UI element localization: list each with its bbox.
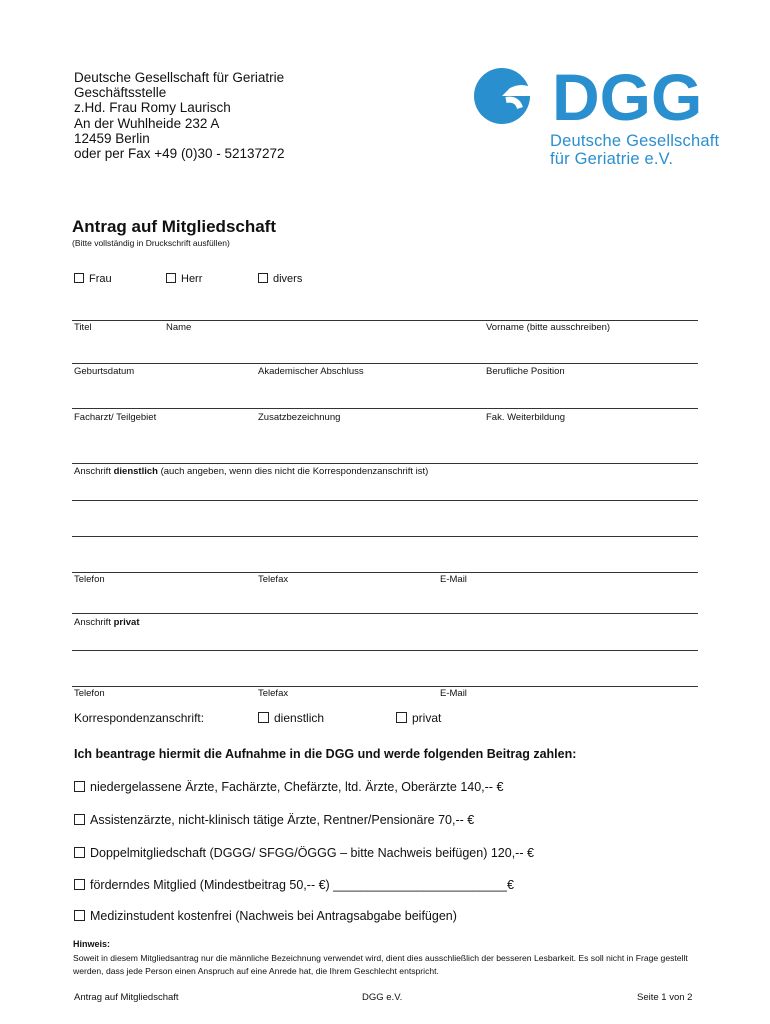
address-line: Deutsche Gesellschaft für Geriatrie: [74, 70, 285, 85]
footer-center: DGG e.V.: [362, 992, 403, 1003]
label-part-bold: privat: [113, 617, 140, 628]
divider: [72, 408, 698, 409]
checkbox[interactable]: [74, 273, 84, 283]
divider: [72, 320, 698, 321]
dgg-logo: [462, 58, 724, 178]
checkbox[interactable]: [166, 273, 176, 283]
recipient-address: [74, 70, 285, 161]
logo-wordmark: DGG: [552, 60, 703, 133]
field-telefax-label: Telefax: [258, 574, 289, 585]
divider: [72, 686, 698, 687]
korrespondenz-privat[interactable]: [396, 711, 441, 725]
divider: [72, 536, 698, 537]
salutation-label: divers: [273, 273, 303, 285]
footer-left: Antrag auf Mitgliedschaft: [74, 992, 179, 1003]
form-title: Antrag auf Mitgliedschaft: [72, 217, 277, 236]
checkbox[interactable]: [74, 910, 85, 921]
field-geburtsdatum-label: Geburtsdatum: [74, 366, 135, 377]
field-akad-abschluss-label: Akademischer Abschluss: [258, 366, 364, 377]
field-facharzt-label: Facharzt/ Teilgebiet: [74, 412, 157, 423]
label-part-bold: dienstlich: [113, 466, 158, 477]
checkbox[interactable]: [258, 273, 268, 283]
dgg-logo-mark: [462, 58, 724, 133]
label-part: Anschrift: [74, 466, 114, 477]
divider: [72, 572, 698, 573]
divider: [72, 500, 698, 501]
checkbox[interactable]: [74, 814, 85, 825]
field-email-label: E-Mail: [440, 574, 467, 585]
logo-tagline-line: für Geriatrie e.V.: [550, 150, 674, 168]
address-line: Geschäftsstelle: [74, 85, 167, 101]
field-fak-weiterbildung-label: Fak. Weiterbildung: [486, 412, 566, 423]
label-part: Anschrift: [74, 617, 114, 628]
option-label: privat: [412, 711, 442, 725]
address-line: oder per Fax +49 (0)30 - 52137272: [74, 146, 285, 162]
address-line: z.Hd. Frau Romy Laurisch: [74, 100, 231, 116]
hinweis-text: Soweit in diesem Mitgliedsantrag nur die männliche Bezeichnung verwendet wird, dient dies ausschließlich der besseren Lesbarkeit. Es soll nicht in Frage gestellt werden, dass jede Person einen Anspruch auf eine Anrede hat, die Ihrem Geschlecht entspricht.: [73, 953, 688, 976]
korrespondenz-dienstlich[interactable]: [258, 711, 324, 725]
field-name-label: Name: [166, 322, 192, 333]
field-titel-label: Titel: [74, 322, 92, 333]
beitrag-heading: Ich beantrage hiermit die Aufnahme in die DGG und werde folgenden Beitrag zahlen:: [74, 747, 577, 761]
field-vorname-label: Vorname (bitte ausschreiben): [486, 322, 611, 333]
option-label: dienstlich: [274, 711, 325, 725]
hinweis-title: Hinweis:: [73, 939, 111, 949]
field-berufl-position-label: Berufliche Position: [486, 366, 565, 377]
salutation-label: Herr: [181, 273, 203, 285]
checkbox[interactable]: [396, 712, 407, 723]
fee-option-assistenz[interactable]: [74, 813, 474, 827]
fee-label: förderndes Mitglied (Mindestbeitrag 50,-- €) _________________________€: [90, 878, 514, 892]
checkbox[interactable]: [74, 781, 85, 792]
field-anschrift-dienstlich-label: [74, 466, 428, 477]
checkbox[interactable]: [258, 712, 269, 723]
fee-label: Assistenzärzte, nicht-klinisch tätige Ärzte, Rentner/Pensionäre 70,-- €: [90, 813, 475, 827]
salutation-label: Frau: [89, 273, 112, 285]
field-telefax-label: Telefax: [258, 688, 289, 699]
label-part: (auch angeben, wenn dies nicht die Korrespondenzanschrift ist): [157, 466, 429, 477]
salutation-frau[interactable]: [74, 273, 112, 285]
logo-tagline: [550, 132, 719, 168]
checkbox[interactable]: [74, 847, 85, 858]
field-telefon-label: Telefon: [74, 574, 105, 585]
divider: [72, 650, 698, 651]
fee-label: Medizinstudent kostenfrei (Nachweis bei Antragsabgabe beifügen): [90, 909, 457, 923]
address-line: 12459 Berlin: [74, 130, 150, 146]
footer-page-number: Seite 1 von 2: [637, 992, 693, 1003]
checkbox[interactable]: [74, 879, 85, 890]
korrespondenz-label: Korrespondenzanschrift:: [74, 711, 205, 725]
fee-option-student[interactable]: [74, 909, 457, 923]
field-zusatz-label: Zusatzbezeichnung: [258, 412, 341, 423]
fee-label: Doppelmitgliedschaft (DGGG/ SFGG/ÖGGG – bitte Nachweis beifügen) 120,-- €: [90, 846, 534, 860]
form-subtitle: (Bitte vollständig in Druckschrift ausfüllen): [72, 238, 230, 248]
logo-tagline-line: Deutsche Gesellschaft: [550, 132, 720, 150]
fee-option-aerzte[interactable]: [74, 780, 503, 794]
field-anschrift-privat-label: [74, 617, 139, 628]
fee-option-doppel[interactable]: [74, 846, 534, 860]
divider: [72, 363, 698, 364]
fee-option-foerdernd[interactable]: [74, 878, 514, 892]
salutation-herr[interactable]: [166, 273, 202, 285]
address-line: An der Wuhlheide 232 A: [74, 115, 220, 131]
divider: [72, 463, 698, 464]
field-email-label: E-Mail: [440, 688, 467, 699]
field-telefon-label: Telefon: [74, 688, 105, 699]
fee-label: niedergelassene Ärzte, Fachärzte, Chefärzte, ltd. Ärzte, Oberärzte 140,-- €: [90, 780, 504, 794]
divider: [72, 613, 698, 614]
salutation-divers[interactable]: [258, 273, 302, 285]
